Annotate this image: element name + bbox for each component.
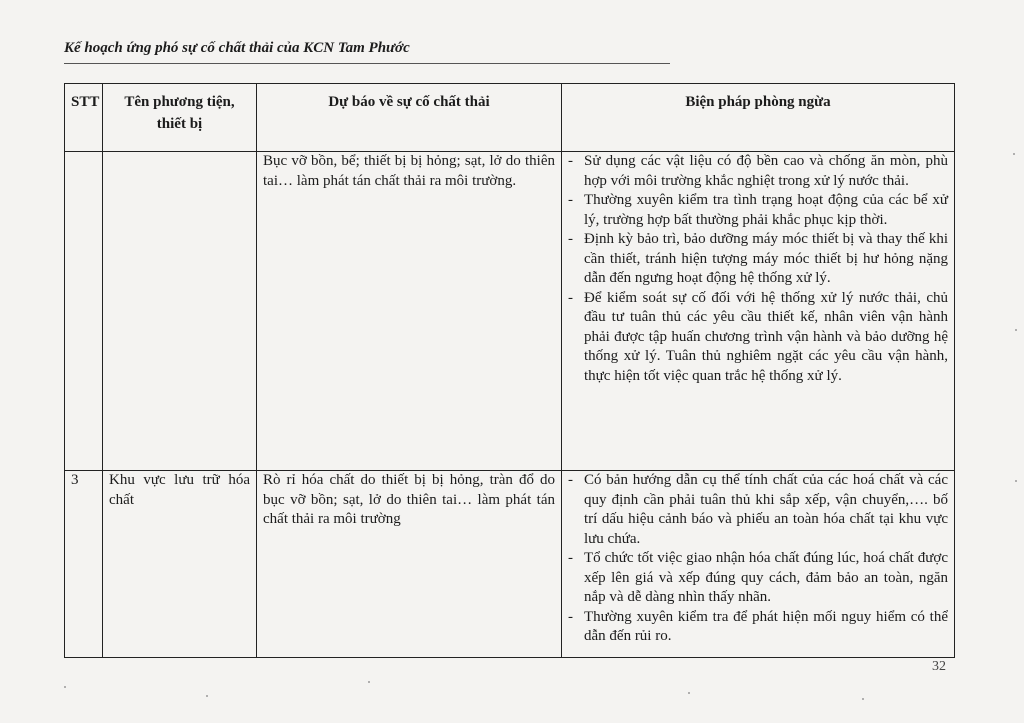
table-row [65,471,955,658]
forecast-cell: Bục vỡ bồn, bể; thiết bị bị hỏng; sạt, lở do thiên tai… làm phát tán chất thải ra môi trường. [257,152,562,471]
device-cell: Khu vực lưu trữ hóa chất [103,471,257,658]
measures-list [568,471,948,647]
measure-item: - Thường xuyên kiểm tra để phát hiện mối nguy hiểm có thể dẫn đến rủi ro. [568,608,948,647]
stt-cell [65,152,103,471]
table-header-row [65,84,955,152]
incident-response-table [64,83,955,658]
column-header-device: Tên phương tiện, thiết bị [103,84,257,152]
measure-item: - Tổ chức tốt việc giao nhận hóa chất đúng lúc, hoá chất được xếp lên giá và xếp đúng quy cách, đảm bảo an toàn, ngăn nắp và dễ dàng nhìn thấy nhãn. [568,549,948,608]
page-number: 32 [932,659,946,674]
column-header-forecast: Dự báo về sự cố chất thải [257,84,562,152]
table-row [65,152,955,471]
measures-cell [562,152,955,471]
forecast-cell: Rò rỉ hóa chất do thiết bị bị hỏng, tràn đổ do bục vỡ bồn; sạt, lở do thiên tai… làm phát tán chất thải ra môi trường [257,471,562,658]
measure-item: - Thường xuyên kiểm tra tình trạng hoạt động của các bể xử lý, trường hợp bất thường phải khắc phục kịp thời. [568,191,948,230]
column-header-stt: STT [65,84,103,152]
measures-cell [562,471,955,658]
document-header-title: Kế hoạch ứng phó sự cố chất thải của KCN Tam Phước [64,40,410,56]
measures-list [568,152,948,386]
measure-item: - Để kiểm soát sự cố đối với hệ thống xử lý nước thải, chủ đầu tư tuân thủ các yêu cầu thiết kế, nhân viên vận hành phải được tập huấn chương trình vận hành và bảo dưỡng hệ thống xử lý. Tuân thủ nghiêm ngặt các yêu cầu vận hành, thực hiện tốt việc quan trắc hệ thống xử lý. [568,289,948,387]
column-header-measures: Biện pháp phòng ngừa [562,84,955,152]
device-cell [103,152,257,471]
measure-item: - Có bản hướng dẫn cụ thể tính chất của các hoá chất và các quy định cần phải tuân thủ khi sắp xếp, vận chuyển,…. bố trí dấu hiệu cảnh báo và phiếu an toàn hóa chất tại khu vực lưu chứa. [568,471,948,549]
header-underline [64,63,670,64]
measure-item: - Sử dụng các vật liệu có độ bền cao và chống ăn mòn, phù hợp với môi trường khắc nghiệt trong xử lý nước thải. [568,152,948,191]
measure-item: - Định kỳ bảo trì, bảo dưỡng máy móc thiết bị và thay thế khi cần thiết, tránh hiện tượng máy móc thiết bị hư hỏng nặng dẫn đến ngưng hoạt động hệ thống xử lý. [568,230,948,289]
stt-cell: 3 [65,471,103,658]
